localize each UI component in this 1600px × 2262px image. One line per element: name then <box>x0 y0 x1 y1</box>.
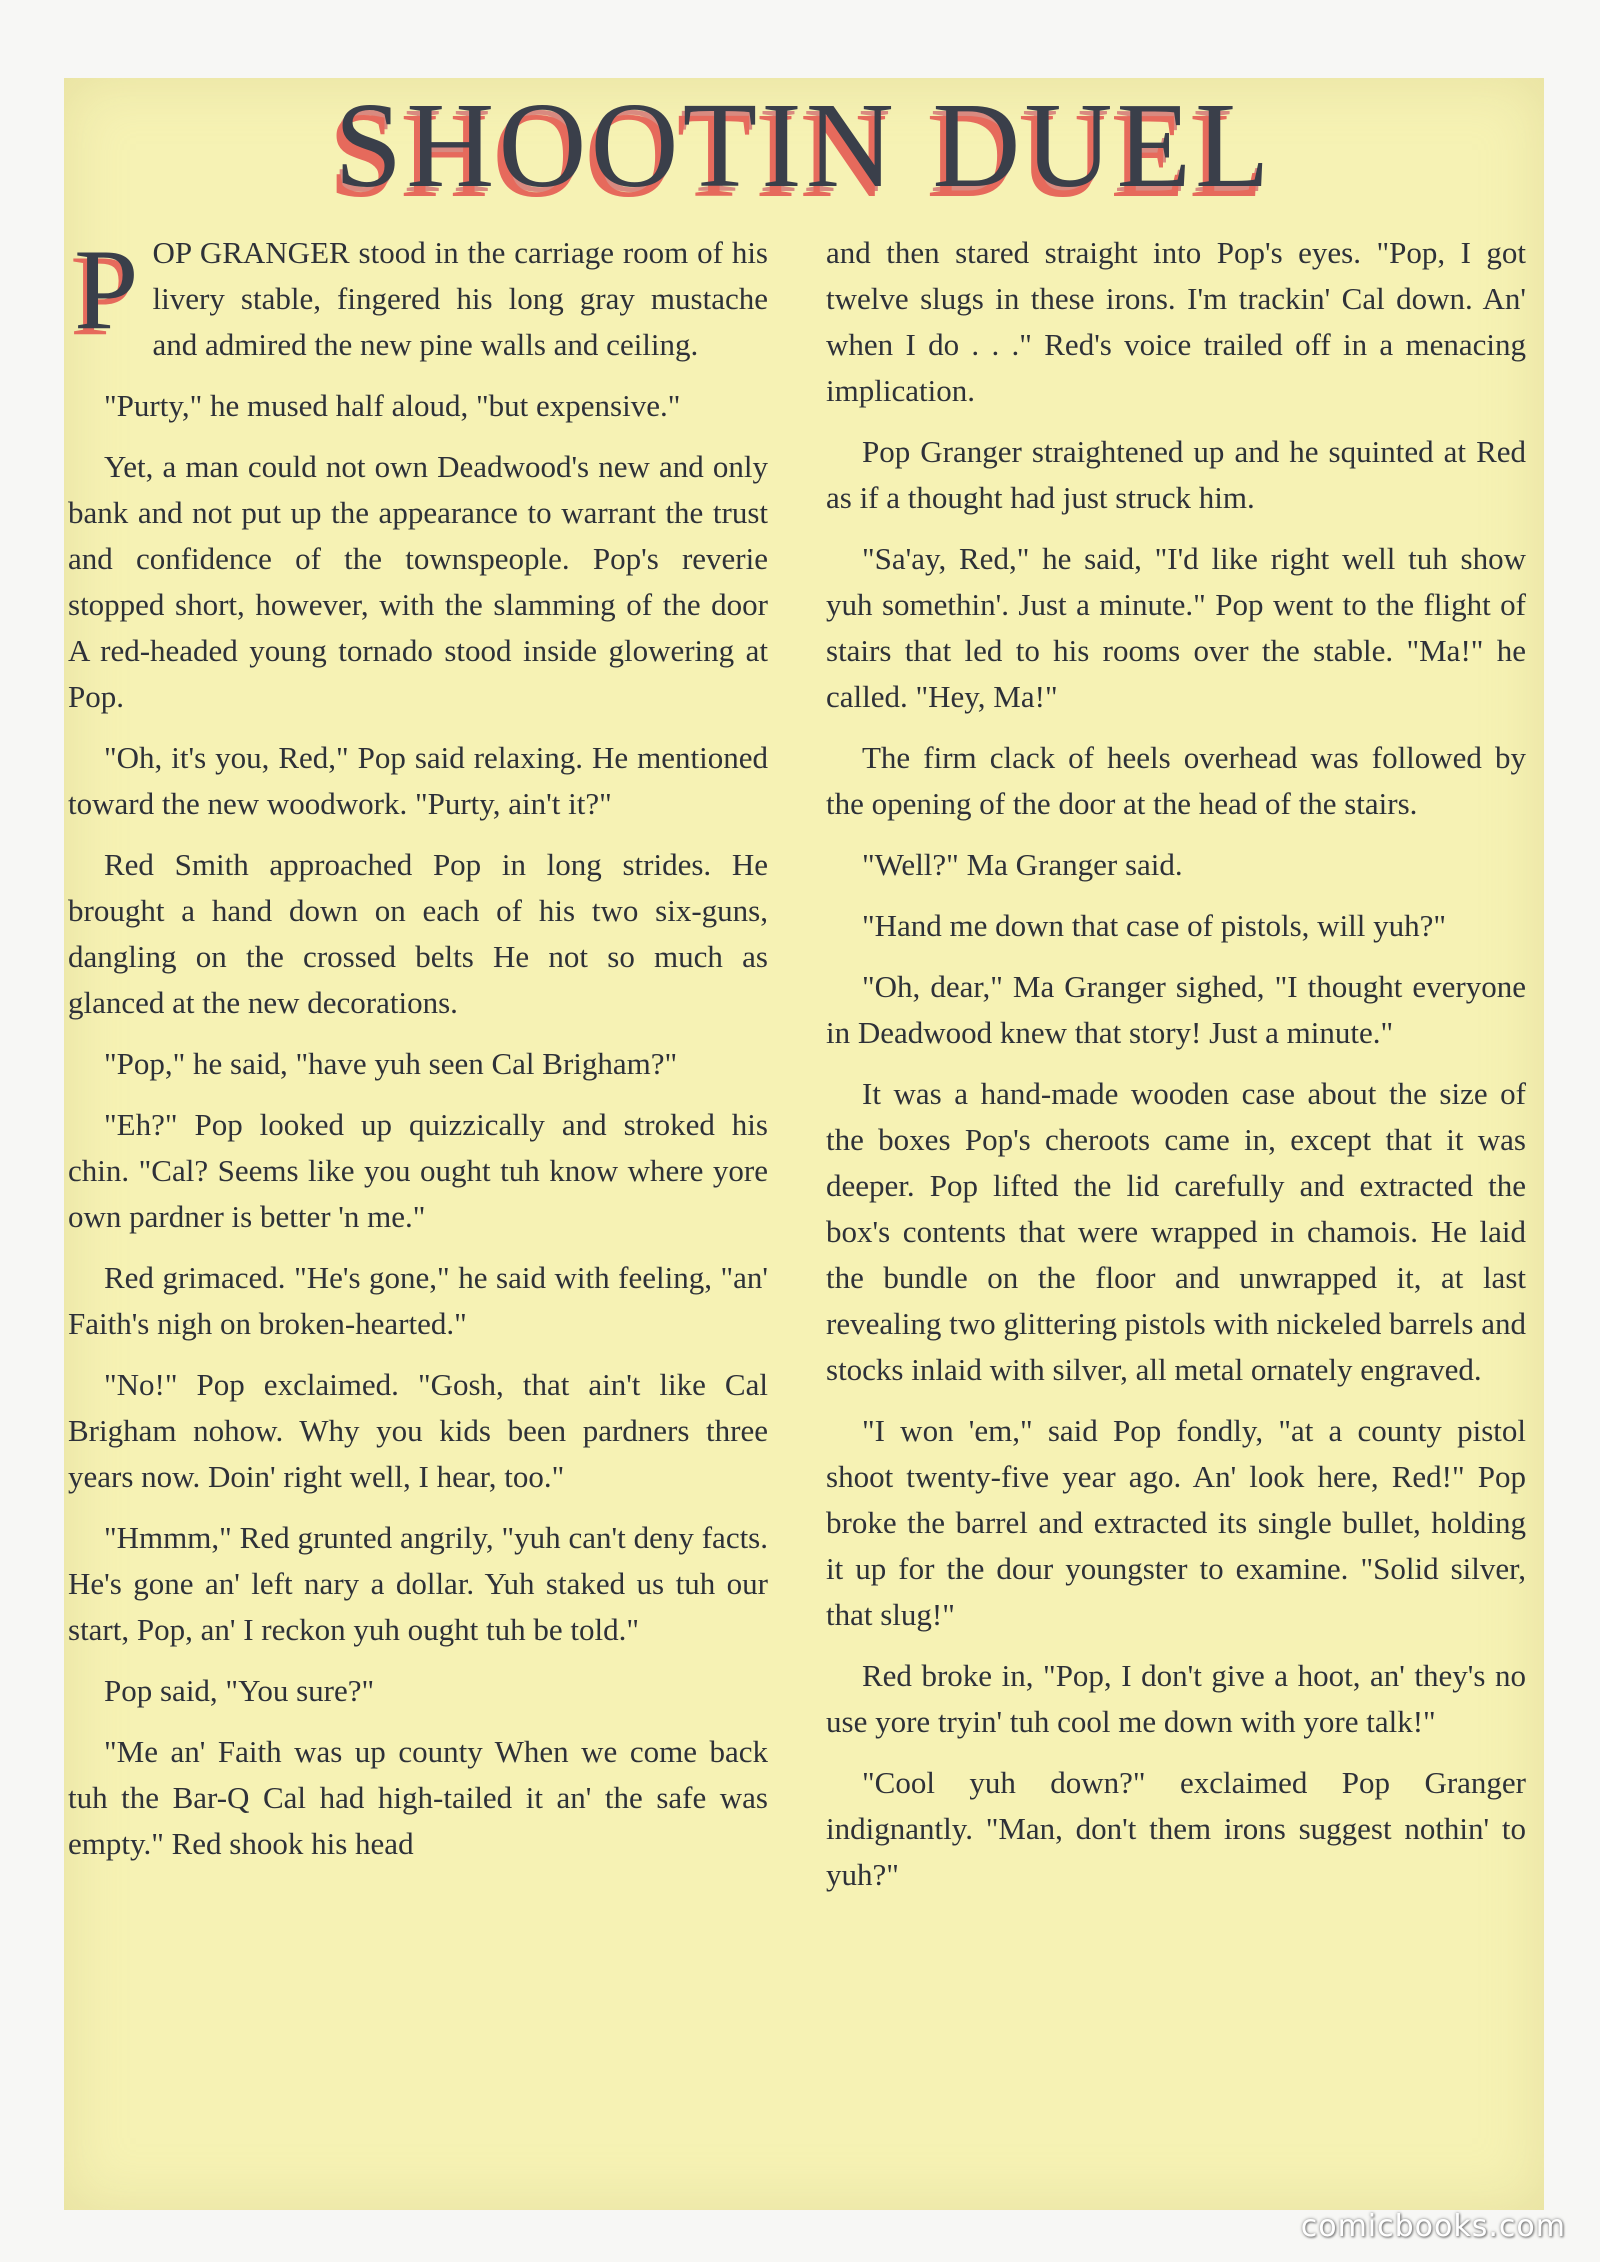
paragraph: Yet, a man could not own Deadwood's new and only bank and not put up the appearance to warrant the trust and confidence of the townspeople. Pop's reverie stopped short, however, with the slamming of the door A red-headed young tornado stood inside glowering at Pop. <box>68 449 768 714</box>
story-title: SHOOTIN DUEL <box>334 78 1274 213</box>
paragraph: Pop said, "You sure?" <box>104 1673 375 1708</box>
paragraph: It was a hand-made wooden case about the size of the boxes Pop's cheroots came in, except that it was deeper. Pop lifted the lid carefully and extracted the box's contents that were wrapped in chamois. He laid the bundle on the floor and unwrapped it, at last revealing two glittering pistols with nickeled barrels and stocks inlaid with silver, all metal ornately engraved. <box>826 1076 1526 1387</box>
right-column <box>826 230 1526 2190</box>
paragraph: "Purty," he mused half aloud, "but expensive." <box>104 388 681 423</box>
paragraph-text: OP GRANGER stood in the carriage room of his livery stable, fingered his long gray mustache and admired the new pine walls and ceiling. <box>152 235 768 362</box>
paragraph: "Oh, it's you, Red," Pop said relaxing. He mentioned toward the new woodwork. "Purty, ain't it?" <box>68 740 768 821</box>
paragraph: and then stared straight into Pop's eyes. "Pop, I got twelve slugs in these irons. I'm trackin' Cal down. An' when I do . . ." Red's voice trailed off in a menacing implication. <box>826 235 1526 408</box>
paragraph: Red Smith approached Pop in long strides. He brought a hand down on each of his two six-guns, dangling on the crossed belts He not so much as glanced at the new decorations. <box>68 847 768 1020</box>
story-page <box>64 78 1544 2210</box>
paragraph: "No!" Pop exclaimed. "Gosh, that ain't like Cal Brigham nohow. Why you kids been pardners three years now. Doin' right well, I hear, too." <box>68 1367 768 1494</box>
paragraph: "I won 'em," said Pop fondly, "at a county pistol shoot twenty-five year ago. An' look here, Red!" Pop broke the barrel and extracted its single bullet, holding it up for the dour youngster to examine. "Solid silver, that slug!" <box>826 1413 1526 1632</box>
paragraph: "Cool yuh down?" exclaimed Pop Granger indignantly. "Man, don't them irons suggest nothin' to yuh?" <box>826 1765 1526 1892</box>
paragraph: "Hand me down that case of pistols, will yuh?" <box>862 908 1447 943</box>
paragraph <box>68 230 768 368</box>
paragraph: Red broke in, "Pop, I don't give a hoot, an' they's no use yore tryin' tuh cool me down with yore talk!" <box>826 1658 1526 1739</box>
paragraph: "Oh, dear," Ma Granger sighed, "I thought everyone in Deadwood knew that story! Just a minute." <box>826 969 1526 1050</box>
paragraph: Red grimaced. "He's gone," he said with feeling, "an' Faith's nigh on broken-hearted." <box>68 1260 768 1341</box>
paragraph: Pop Granger straightened up and he squinted at Red as if a thought had just struck him. <box>826 434 1526 515</box>
site-watermark: comicbooks.com <box>1300 2209 1566 2244</box>
left-column <box>68 230 768 2190</box>
paragraph: The firm clack of heels overhead was followed by the opening of the door at the head of the stairs. <box>826 740 1526 821</box>
paragraph: "Hmmm," Red grunted angrily, "yuh can't deny facts. He's gone an' left nary a dollar. Yuh staked us tuh our start, Pop, an' I reckon yuh ought tuh be told." <box>68 1520 768 1647</box>
paragraph: "Eh?" Pop looked up quizzically and stroked his chin. "Cal? Seems like you ought tuh know where yore own pardner is better 'n me." <box>68 1107 768 1234</box>
paragraph: "Well?" Ma Granger said. <box>862 847 1183 882</box>
paragraph: "Pop," he said, "have yuh seen Cal Brigham?" <box>104 1046 678 1081</box>
paragraph: "Sa'ay, Red," he said, "I'd like right well tuh show yuh somethin'. Just a minute." Pop went to the flight of stairs that led to his rooms over the stable. "Ma!" he called. "Hey, Ma!" <box>826 541 1526 714</box>
drop-cap: P <box>74 230 139 354</box>
paragraph: "Me an' Faith was up county When we come back tuh the Bar-Q Cal had high-tailed it an' the safe was empty." Red shook his head <box>68 1734 768 1861</box>
